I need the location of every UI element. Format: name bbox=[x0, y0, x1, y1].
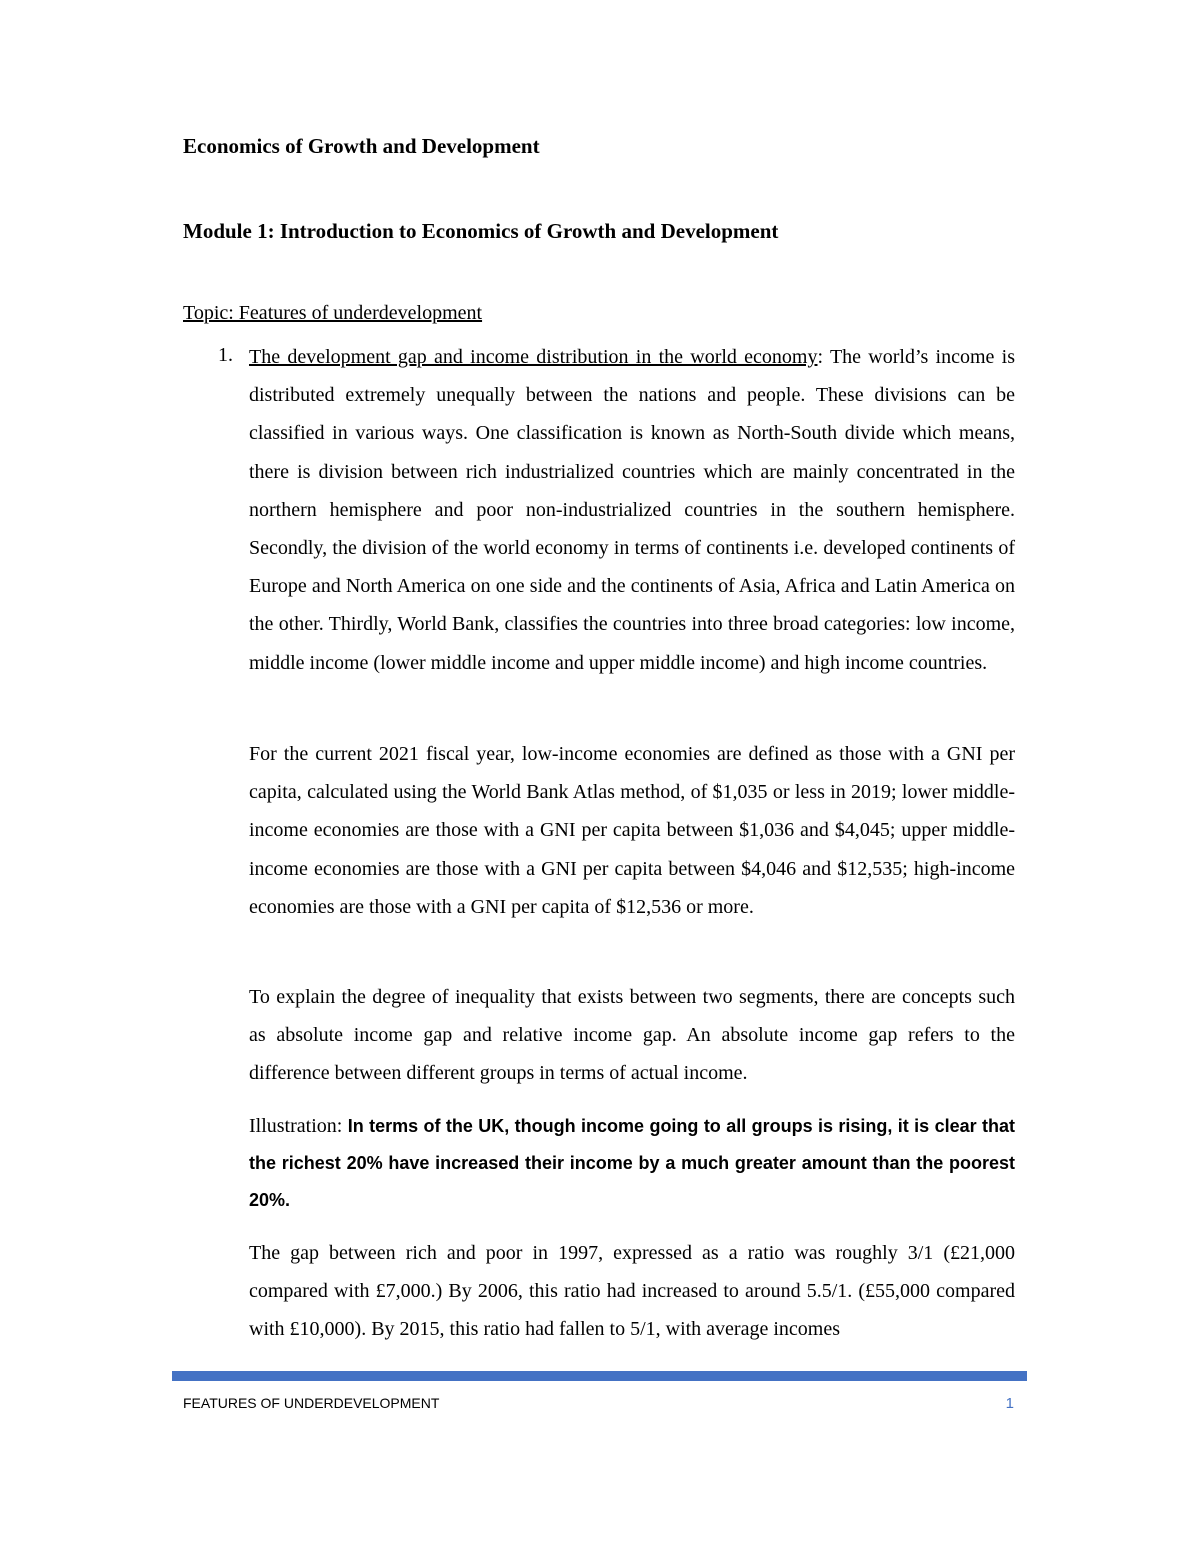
illustration-bold-text: In terms of the UK, though income going to all groups is rising, it is clear that the richest 20% have increased their income by a much greater amount than the poorest 20%. bbox=[249, 1116, 1015, 1210]
document-title: Economics of Growth and Development bbox=[183, 134, 540, 158]
page-number: 1 bbox=[1005, 1395, 1014, 1412]
module-title: Module 1: Introduction to Economics of Growth and Development bbox=[183, 219, 779, 243]
list-item-heading: The development gap and income distribution in the world economy bbox=[249, 346, 818, 368]
footer-title: FEATURES OF UNDERDEVELOPMENT bbox=[183, 1395, 440, 1411]
illustration-paragraph bbox=[249, 1108, 1015, 1219]
income-gap-paragraph: To explain the degree of inequality that exists between two segments, there are concepts such as absolute income gap and relative income gap. An absolute income gap refers to the difference between different groups in terms of actual income. bbox=[249, 986, 1015, 1085]
list-item-number: 1. bbox=[218, 344, 233, 366]
income-thresholds-paragraph: For the current 2021 fiscal year, low-income economies are defined as those with a GNI per capita, calculated using the World Bank Atlas method, of $1,035 or less in 2019; lower middle-income economies are those with a GNI per capita between $1,036 and $4,045; upper middle-income economies are those with a GNI per capita between $4,046 and $12,535; high-income economies are those with a GNI per capita of $12,536 or more. bbox=[249, 743, 1015, 918]
list-item-paragraph bbox=[249, 338, 1015, 682]
footer-divider-bar bbox=[172, 1371, 1027, 1381]
topic-heading bbox=[183, 302, 482, 325]
topic-label: Topic: Features of underdevelopment bbox=[183, 302, 483, 324]
illustration-label: Illustration: bbox=[249, 1115, 348, 1137]
ratio-paragraph: The gap between rich and poor in 1997, expressed as a ratio was roughly 3/1 (£21,000 compared with £7,000.) By 2006, this ratio had increased to around 5.5/1. (£55,000 compared with £10,000). By 2015, this ratio had fallen to 5/1, with average incomes bbox=[249, 1242, 1015, 1341]
list-item-text: : The world’s income is distributed extremely unequally between the nations and people. These divisions can be classified in various ways. One classification is known as North-South divide which means, there is division between rich industrialized countries which are mainly concentrated in the northern hemisphere and poor non-industrialized countries in the southern hemisphere. Secondly, the division of the world economy in terms of continents i.e. developed continents of Europe and North America on one side and the continents of Asia, Africa and Latin America on the other. Thirdly, World Bank, classifies the countries into three broad categories: low income, middle income (lower middle income and upper middle income) and high income countries. bbox=[249, 346, 1016, 674]
